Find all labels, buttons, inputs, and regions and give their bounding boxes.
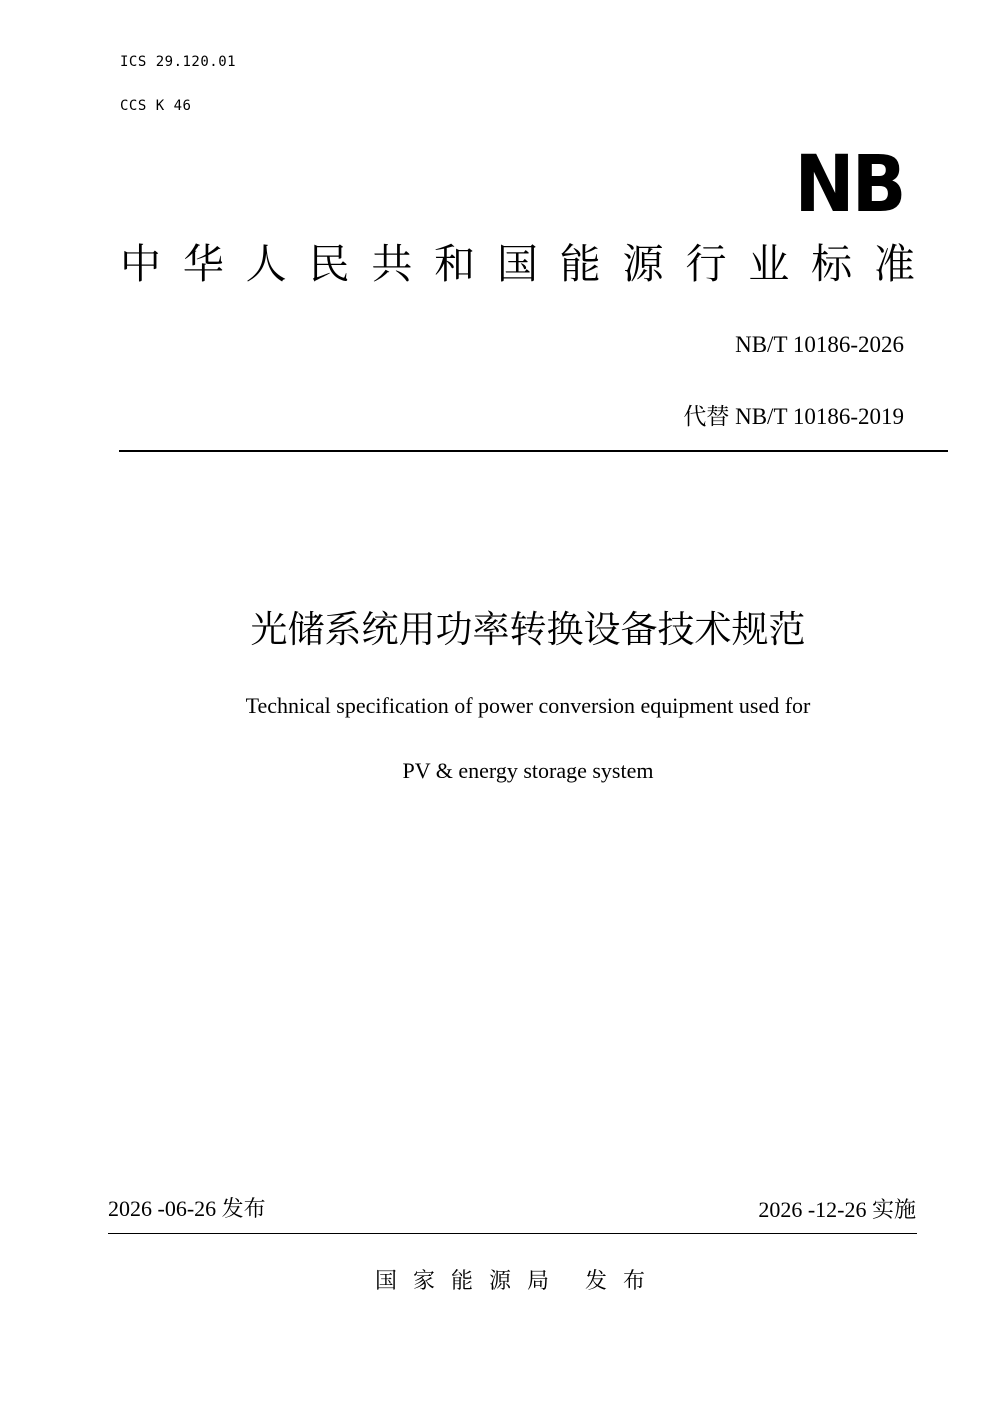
issuer-name: 国家能源局: [374, 1269, 565, 1294]
title-char: 标: [811, 240, 853, 288]
ccs-code: CCS K 46: [120, 98, 192, 114]
standard-number: NB/T 10186-2026: [735, 332, 904, 357]
top-divider: [119, 450, 948, 452]
title-char: 共: [371, 240, 413, 288]
nb-logo: NB: [794, 140, 904, 230]
title-char: 源: [622, 240, 664, 288]
title-char: 华: [182, 240, 224, 288]
bottom-divider: [108, 1233, 917, 1234]
issuer-line: [0, 1264, 1000, 1295]
document-title-en-line2: PV & energy storage system: [402, 758, 654, 783]
document-title-en-line1: Technical specification of power conversion equipment used for: [245, 693, 811, 718]
title-char: 和: [434, 240, 476, 288]
title-char: 能: [559, 240, 601, 288]
ics-code: ICS 29.120.01: [120, 54, 237, 70]
title-char: 中: [120, 240, 161, 288]
title-char: 民: [308, 240, 350, 288]
standard-category-title: [120, 236, 915, 292]
issue-date: 2026 -06-26 发布: [108, 1196, 266, 1221]
title-char: 准: [873, 240, 915, 288]
title-char: 行: [685, 240, 727, 288]
implementation-date: 2026 -12-26 实施: [758, 1197, 916, 1222]
title-char: 国: [496, 240, 538, 288]
document-title-cn: 光储系统用功率转换设备技术规范: [250, 608, 806, 651]
issuer-action: 发布: [585, 1269, 662, 1294]
title-char: 业: [748, 240, 790, 288]
title-char: 人: [245, 240, 287, 288]
replaces-standard: 代替 NB/T 10186-2019: [683, 404, 904, 429]
